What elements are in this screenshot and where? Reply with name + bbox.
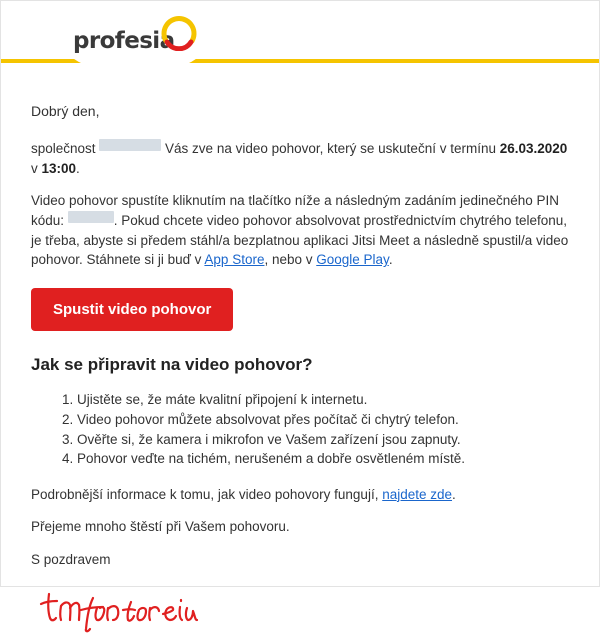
- list-item: 2. Video pohovor můžete absolvovat přes počítač či chytrý telefon.: [77, 411, 569, 430]
- more-info-after: .: [452, 486, 456, 502]
- preparation-steps-list: [31, 391, 569, 469]
- interview-date: 26.03.2020: [499, 141, 568, 157]
- intro-before-company: společnost: [31, 141, 100, 157]
- more-info-before: Podrobnější informace k tomu, jak video pohovory fungují,: [31, 486, 383, 502]
- signature-handwriting-icon: [35, 588, 215, 634]
- email-header: [1, 1, 599, 79]
- wish-paragraph: Přejeme mnoho štěstí při Vašem pohovoru.: [31, 519, 290, 535]
- intro-after-company: Vás zve na video pohovor, který se uskuteční v termínu: [161, 141, 500, 157]
- google-play-link[interactable]: Google Play: [316, 252, 389, 268]
- intro-between: v: [31, 160, 42, 176]
- intro-end: .: [76, 160, 80, 176]
- instructions-part1: Video pohovor spustíte kliknutím na tlačítko níže a následným zadáním jedinečného PIN kódu:: [31, 193, 560, 228]
- email-body: [1, 79, 599, 636]
- preparation-section-title: Jak se připravit na video pohovor?: [31, 354, 313, 374]
- instructions-paragraph: [31, 191, 569, 269]
- more-info-paragraph: [31, 485, 569, 505]
- more-info-link[interactable]: najdete zde: [382, 486, 453, 502]
- instructions-part2: . Pokud chcete video pohovor absolvovat prostřednictvím chytrého telefonu, je třeba, abyste si předem stáhl/a bezplatnou aplikaci Jitsi Meet a následně spustil/a video pohovor. Stáhnete si ji buď v: [31, 212, 569, 268]
- closing-paragraph: S pozdravem: [31, 551, 111, 567]
- logo-swoosh-icon: [159, 11, 199, 51]
- cta-container: [31, 288, 569, 331]
- company-name-redacted: [99, 139, 161, 151]
- pin-code-redacted: [68, 211, 114, 223]
- signature: [35, 588, 569, 636]
- greeting-text: Dobrý den,: [31, 103, 100, 119]
- interview-time: 13:00: [41, 160, 77, 176]
- profesia-logo: [73, 23, 197, 63]
- start-video-interview-button[interactable]: Spustit video pohovor: [31, 288, 233, 331]
- list-item: 1. Ujistěte se, že máte kvalitní připojení k internetu.: [77, 391, 569, 410]
- logo-wordmark: profesia: [73, 28, 175, 54]
- instructions-part3: , nebo v: [264, 252, 317, 268]
- list-item: 3. Ověřte si, že kamera i mikrofon ve Vašem zařízení jsou zapnuty.: [77, 431, 569, 450]
- list-item: 4. Pohovor veďte na tichém, nerušeném a dobře osvětleném místě.: [77, 450, 569, 469]
- app-store-link[interactable]: App Store: [204, 252, 265, 268]
- intro-paragraph: [31, 139, 569, 178]
- instructions-part4: .: [388, 252, 393, 268]
